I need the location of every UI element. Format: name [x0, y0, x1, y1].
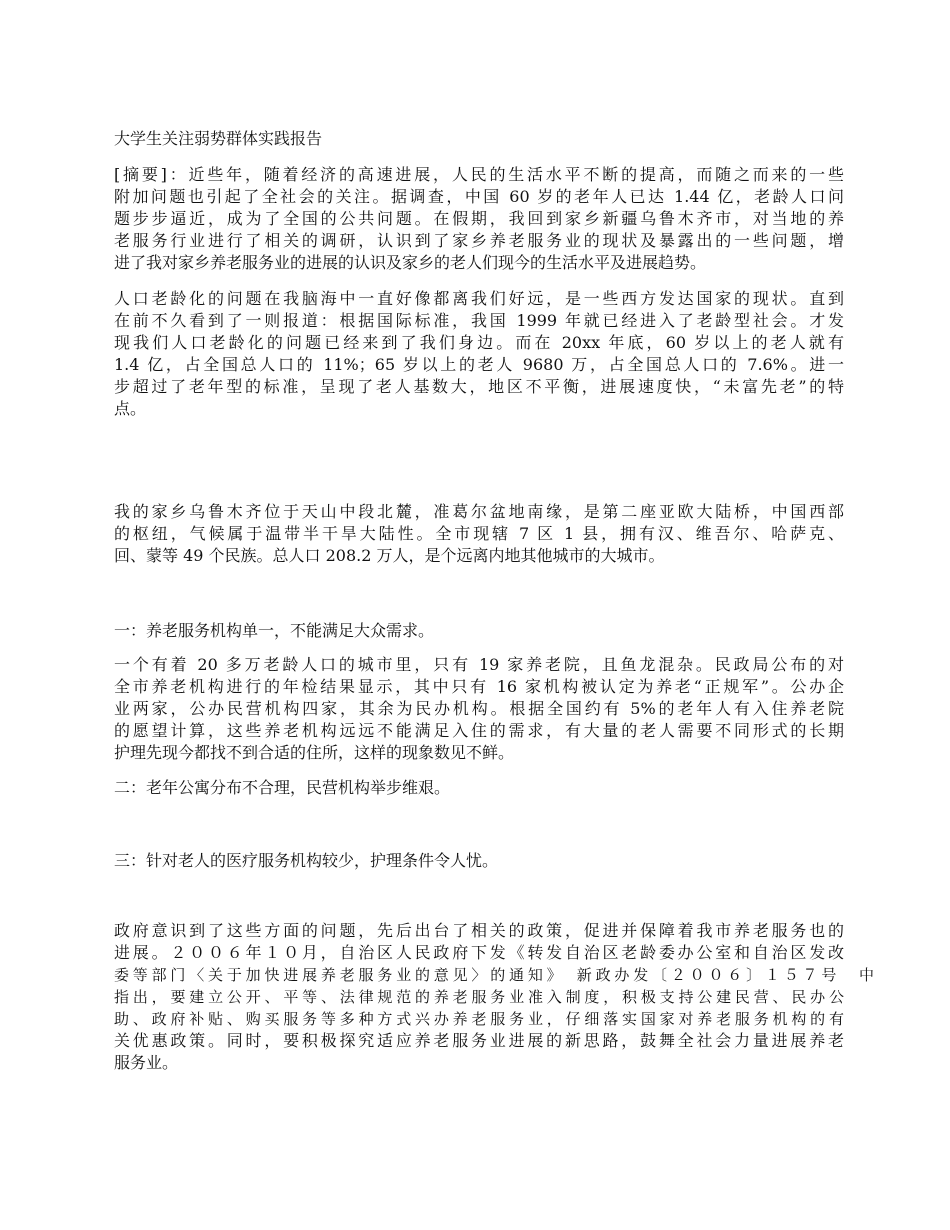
- paragraph-line: 全市养老机构进行的年检结果显示，其中只有 16 家机构被认定为养老“正规军”。公办企: [114, 677, 844, 696]
- paragraph-line: 关优惠政策。同时，要积极探究适应养老服务业进展的新思路，鼓舞全社会力量进展养老: [114, 1031, 844, 1050]
- paragraph-line: [摘要]：近些年，随着经济的高速进展，人民的生活水平不断的提高，而随之而来的一些: [114, 165, 844, 184]
- paragraph-line: 点。: [114, 399, 147, 418]
- paragraph-line: 服务业。: [114, 1053, 179, 1072]
- paragraph-line: 现我们人口老龄化的问题已经来到了我们身边。而在 20xx 年底，60 岁以上的老人就有: [114, 333, 844, 352]
- title-text: 大学生关注弱势群体实践报告: [114, 129, 323, 148]
- hometown-paragraph: [114, 501, 844, 567]
- paragraph-line: 在前不久看到了一则报道：根据国际标准，我国 1999 年就已经进入了老龄型社会。才发: [114, 311, 844, 330]
- paragraph-line: 护理先现今都找不到合适的住所，这样的现象数见不鲜。: [114, 743, 515, 762]
- policy-paragraph: [114, 920, 874, 1074]
- section1-paragraph: [114, 654, 844, 764]
- section-heading-2: [114, 777, 844, 799]
- aging-paragraph: [114, 288, 844, 420]
- paragraph-line: 回、蒙等 49 个民族。总人口 208.2 万人，是个远离内地其他城市的大城市。: [114, 546, 665, 565]
- heading-text: 三：针对老人的医疗服务机构较少，护理条件令人忧。: [114, 851, 499, 870]
- paragraph-line: 业两家，公办民营机构四家，其余为民办机构。根据全国约有 5%的老年人有入住养老院: [114, 699, 844, 718]
- paragraph-line: 步超过了老年型的标准，呈现了老人基数大，地区不平衡，进展速度快，“未富先老”的特: [114, 377, 844, 396]
- paragraph-line: 一个有着 20 多万老龄人口的城市里，只有 19 家养老院，且鱼龙混杂。民政局公布的对: [114, 655, 844, 674]
- paragraph-line: 助、政府补贴、购买服务等多种方式兴办养老服务业，仔细落实国家对养老服务机构的有: [114, 1010, 844, 1028]
- paragraph-line: 进展。２００６年１０月，自治区人民政府下发《转发自治区老龄委办公室和自治区发改: [114, 943, 844, 962]
- heading-text: 二：老年公寓分布不合理，民营机构举步维艰。: [114, 778, 451, 797]
- heading-text: 一：养老服务机构单一，不能满足大众需求。: [114, 621, 435, 640]
- paragraph-line: 1.4 亿，占全国总人口的 11%；65 岁以上的老人 9680 万，占全国总人口的 7.6%。进一: [114, 355, 844, 374]
- paragraph-line: 进了我对家乡养老服务业的进展的认识及家乡的老人们现今的生活水平及进展趋势。: [114, 253, 707, 272]
- paragraph-line: 政府意识到了这些方面的问题，先后出台了相关的政策，促进并保障着我市养老服务也的: [114, 921, 844, 940]
- paragraph-line: 的枢纽，气候属于温带半干旱大陆性。全市现辖 7 区 1 县，拥有汉、维吾尔、哈萨克、: [114, 524, 844, 543]
- paragraph-line: 的愿望计算，这些养老机构远远不能满足入住的需求，有大量的老人需要不同形式的长期: [114, 721, 844, 740]
- paragraph-line: 题步步逼近，成为了全国的公共问题。在假期，我回到家乡新疆乌鲁木齐市，对当地的养: [114, 209, 844, 228]
- paragraph-line: 委等部门〈关于加快进展养老服务业的意见〉的通知》 新政办发〔２００６〕１５７号 中: [114, 966, 874, 984]
- paragraph-line: 人口老龄化的问题在我脑海中一直好像都离我们好远，是一些西方发达国家的现状。直到: [114, 289, 844, 308]
- document-title: [114, 128, 844, 150]
- paragraph-line: 指出，要建立公开、平等、法律规范的养老服务业准入制度，积极支持公建民营、民办公: [114, 988, 844, 1006]
- section-heading-3: [114, 850, 844, 872]
- paragraph-line: 我的家乡乌鲁木齐位于天山中段北麓，准葛尔盆地南缘，是第二座亚欧大陆桥，中国西部: [114, 502, 844, 521]
- abstract-paragraph: [114, 164, 844, 274]
- section-heading-1: [114, 620, 844, 642]
- paragraph-line: 附加问题也引起了全社会的关注。据调查，中国 60 岁的老年人已达 1.44 亿，老龄人口问: [114, 187, 844, 206]
- paragraph-line: 老服务行业进行了相关的调研，认识到了家乡养老服务业的现状及暴露出的一些问题，增: [114, 231, 844, 250]
